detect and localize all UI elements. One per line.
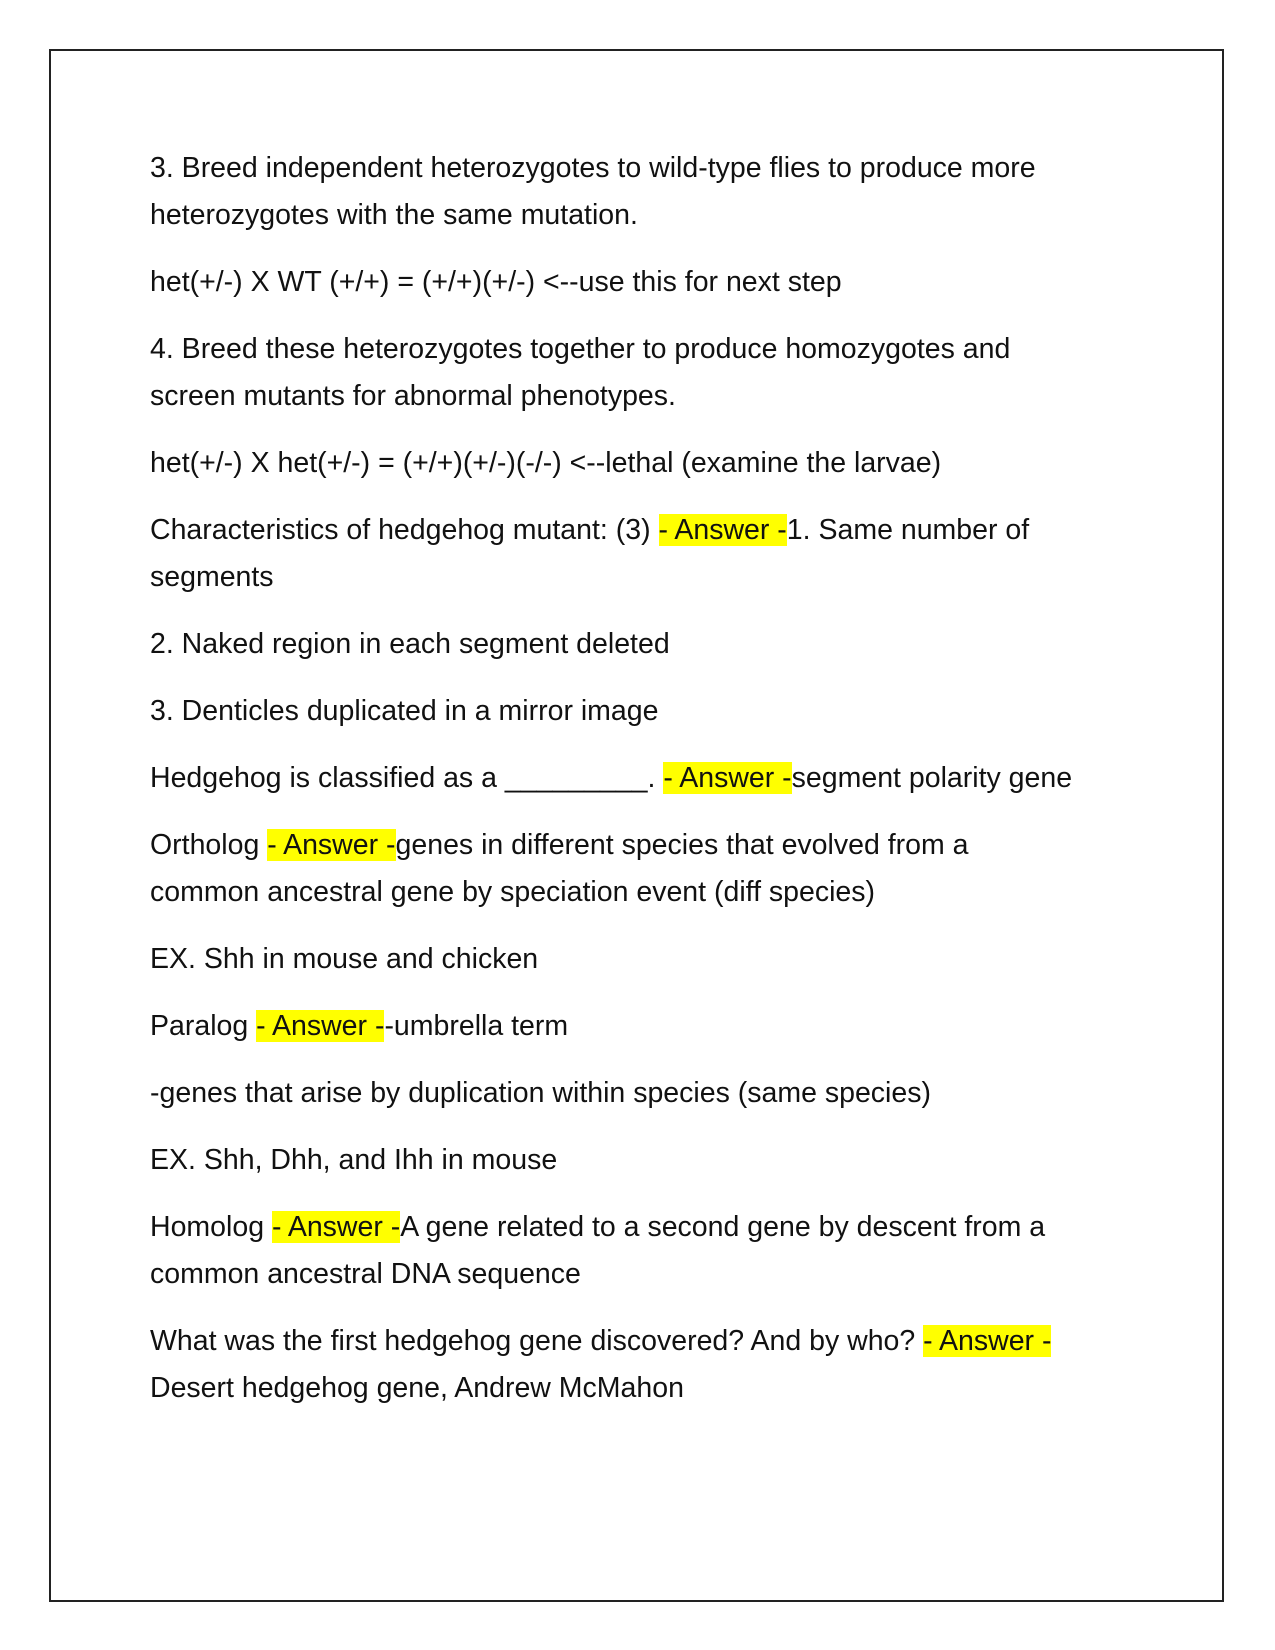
answer-marker-highlight: - Answer - <box>267 829 396 861</box>
question-text: What was the first hedgehog gene discovered? And by who? <box>150 1325 924 1357</box>
ortholog-example <box>150 936 1160 983</box>
characteristic-3 <box>150 688 1160 735</box>
answer-continuation: Desert hedgehog gene, Andrew McMahon <box>150 1372 684 1404</box>
step-3-paragraph <box>150 145 1160 239</box>
answer-marker-highlight: - Answer - <box>923 1325 1052 1357</box>
answer-marker-highlight: - Answer - <box>256 1010 385 1042</box>
question-text: Paralog <box>150 1010 257 1042</box>
text-line: 3. Denticles duplicated in a mirror image <box>150 695 659 727</box>
qa-paralog <box>150 1003 1160 1050</box>
qa-hedgehog-characteristics <box>150 507 1160 601</box>
question-text: Characteristics of hedgehog mutant: (3) <box>150 514 659 546</box>
answer-continuation: common ancestral gene by speciation event (diff species) <box>150 876 876 908</box>
text-line: het(+/-) X het(+/-) = (+/+)(+/-)(-/-) <--lethal (examine the larvae) <box>150 447 942 479</box>
answer-text: -umbrella term <box>384 1010 569 1042</box>
text-line: het(+/-) X WT (+/+) = (+/+)(+/-) <--use this for next step <box>150 266 842 298</box>
answer-marker-highlight: - Answer - <box>658 514 787 546</box>
qa-homolog <box>150 1204 1160 1298</box>
qa-ortholog <box>150 822 1160 916</box>
answer-marker-highlight: - Answer - <box>271 1211 401 1243</box>
text-line: 3. Breed independent heterozygotes to wild-type flies to produce more <box>150 152 1036 184</box>
answer-continuation: segments <box>150 561 274 593</box>
question-text: Ortholog <box>150 829 268 861</box>
document-body <box>150 145 1160 1432</box>
question-text: Homolog <box>150 1211 272 1243</box>
text-line: -genes that arise by duplication within species (same species) <box>150 1077 931 1109</box>
text-line: 2. Naked region in each segment deleted <box>150 628 670 660</box>
text-line: EX. Shh in mouse and chicken <box>150 943 539 975</box>
paralog-example <box>150 1137 1160 1184</box>
text-line: screen mutants for abnormal phenotypes. <box>150 380 676 412</box>
paralog-definition <box>150 1070 1160 1117</box>
characteristic-2 <box>150 621 1160 668</box>
answer-text: A gene related to a second gene by descent from a <box>400 1211 1046 1243</box>
qa-hedgehog-classification <box>150 755 1160 802</box>
answer-text: 1. Same number of <box>786 514 1030 546</box>
text-line: heterozygotes with the same mutation. <box>150 199 638 231</box>
text-line: 4. Breed these heterozygotes together to produce homozygotes and <box>150 333 1011 365</box>
text-line: EX. Shh, Dhh, and Ihh in mouse <box>150 1144 558 1176</box>
step-4-paragraph <box>150 326 1160 420</box>
answer-text: segment polarity gene <box>791 762 1073 794</box>
qa-first-hedgehog-gene <box>150 1318 1160 1412</box>
answer-continuation: common ancestral DNA sequence <box>150 1258 581 1290</box>
answer-marker-highlight: - Answer - <box>663 762 792 794</box>
cross-het-paragraph <box>150 440 1160 487</box>
cross-wt-paragraph <box>150 259 1160 306</box>
question-text: Hedgehog is classified as a _________. <box>150 762 664 794</box>
answer-text: genes in different species that evolved from a <box>395 829 969 861</box>
